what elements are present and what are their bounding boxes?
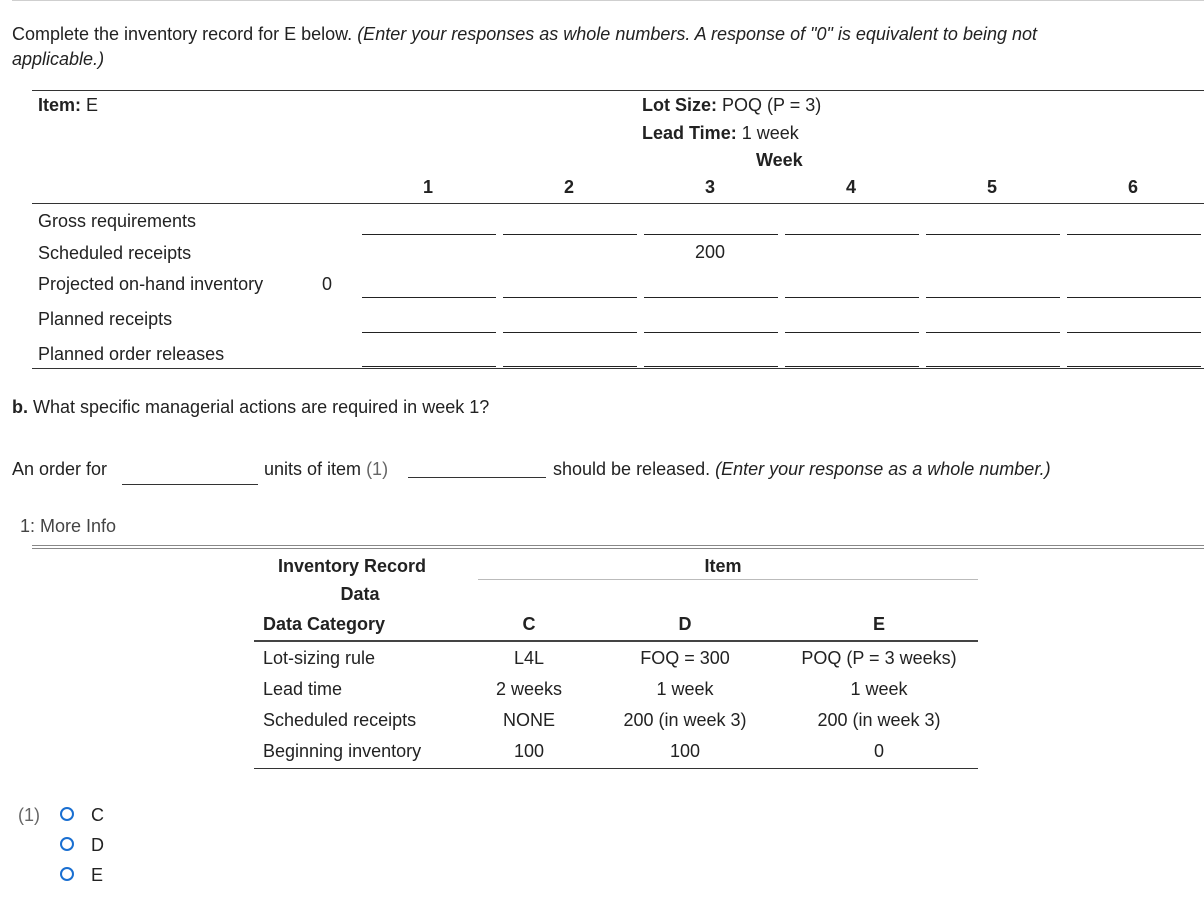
info-row-c: 100 (513, 741, 545, 761)
input-planned-receipts-w2[interactable] (503, 332, 637, 333)
week-rule (32, 203, 1204, 204)
info-row-d: 200 (in week 3) (623, 710, 747, 730)
info-row-c: L4L (513, 648, 545, 668)
input-projected-w2[interactable] (503, 297, 637, 298)
info-row-category: Lot-sizing rule (263, 648, 376, 668)
week-1: 1 (422, 177, 433, 197)
input-gross-w6[interactable] (1067, 234, 1201, 235)
option-label-d[interactable]: D (91, 835, 104, 855)
radio-option-c[interactable] (60, 807, 74, 821)
info-row-category: Beginning inventory (263, 741, 422, 761)
week-4: 4 (845, 177, 856, 197)
lot-size (642, 95, 821, 116)
input-planned-receipts-w6[interactable] (1067, 332, 1201, 333)
inv-record-header-1: Inventory Record (278, 556, 427, 576)
col-header-d: D (678, 614, 692, 634)
week-header: Week (756, 150, 803, 170)
row-label-projected: Projected on-hand inventory (38, 274, 264, 294)
radio-option-e[interactable] (60, 867, 74, 881)
info-header-rule (254, 640, 978, 642)
more-info-title: 1: More Info (20, 516, 117, 536)
row-label-planned-receipts: Planned receipts (38, 309, 173, 329)
info-row-c: 2 weeks (495, 679, 563, 699)
part-b-prefix: b. (12, 397, 28, 417)
input-planned-receipts-w5[interactable] (926, 332, 1060, 333)
row-label-planned-releases: Planned order releases (38, 344, 225, 364)
info-bottom-rule (254, 768, 978, 769)
lead-time (642, 123, 799, 144)
input-gross-w2[interactable] (503, 234, 637, 235)
part-b-question-text: What specific managerial actions are required in week 1? (28, 397, 490, 417)
inv-record-header-2: Data (340, 584, 380, 604)
info-row-c: NONE (502, 710, 555, 730)
part-b-sentence-mid (264, 459, 388, 480)
record-bottom-rule (32, 368, 1204, 369)
instruction-italic-2: applicable.) (12, 49, 105, 69)
week-3: 3 (704, 177, 715, 197)
top-divider (12, 0, 1204, 1)
col-header-c: C (522, 614, 536, 634)
item-header-rule (478, 579, 978, 580)
lead-time-value: 1 week (741, 123, 799, 143)
item-header (38, 95, 98, 116)
info-row-d: 1 week (656, 679, 714, 699)
input-gross-w1[interactable] (362, 234, 496, 235)
part-b-end-text: should be released. (553, 459, 711, 479)
input-planned-releases-w6[interactable] (1067, 366, 1201, 367)
part-b-italic: (Enter your response as a whole number.) (715, 459, 1051, 479)
choices-ref: (1) (18, 805, 40, 825)
info-row-e: POQ (P = 3 weeks) (801, 648, 957, 668)
part-b-sentence-end (553, 459, 1051, 480)
input-gross-w3[interactable] (644, 234, 778, 235)
part-b-sentence-start: An order for (12, 459, 108, 479)
info-row-e: 0 (873, 741, 884, 761)
part-b-mid-text: units of item (264, 459, 362, 479)
week-6: 6 (1127, 177, 1138, 197)
more-info-rule-1 (32, 545, 1204, 546)
part-b-question (12, 397, 489, 418)
info-row-d: FOQ = 300 (640, 648, 730, 668)
input-projected-w5[interactable] (926, 297, 1060, 298)
input-gross-w5[interactable] (926, 234, 1060, 235)
lot-size-value: POQ (P = 3) (722, 95, 822, 115)
item-value: E (86, 95, 99, 115)
input-planned-releases-w3[interactable] (644, 366, 778, 367)
more-info-rule-2 (32, 548, 1204, 549)
input-planned-receipts-w1[interactable] (362, 332, 496, 333)
record-top-rule (32, 90, 1204, 91)
row-label-scheduled: Scheduled receipts (38, 243, 192, 263)
input-gross-w4[interactable] (785, 234, 919, 235)
instruction-text (12, 24, 1037, 45)
input-planned-receipts-w3[interactable] (644, 332, 778, 333)
row-label-gross: Gross requirements (38, 211, 197, 231)
input-planned-releases-w4[interactable] (785, 366, 919, 367)
input-projected-w1[interactable] (362, 297, 496, 298)
order-quantity-input[interactable] (122, 484, 258, 485)
item-label: Item: (38, 95, 82, 115)
radio-option-d[interactable] (60, 837, 74, 851)
input-projected-w3[interactable] (644, 297, 778, 298)
projected-initial-value: 0 (322, 274, 333, 294)
option-label-c[interactable]: C (91, 805, 104, 825)
input-planned-releases-w5[interactable] (926, 366, 1060, 367)
instruction-italic-1: (Enter your responses as whole numbers. A response of "0" is equivalent to being not (357, 24, 1038, 44)
col-header-e: E (872, 614, 885, 634)
week-2: 2 (563, 177, 574, 197)
instruction-main: Complete the inventory record for E below. (12, 24, 358, 44)
info-row-e: 1 week (850, 679, 908, 699)
input-projected-w4[interactable] (785, 297, 919, 298)
input-planned-releases-w2[interactable] (503, 366, 637, 367)
scheduled-receipt-week-3: 200 (694, 242, 726, 262)
info-row-category: Lead time (263, 679, 343, 699)
option-label-e[interactable]: E (91, 865, 104, 885)
lot-size-label: Lot Size: (642, 95, 717, 115)
item-col-header: Item (704, 556, 742, 576)
item-select-dropdown[interactable] (408, 477, 546, 478)
data-category-header: Data Category (263, 614, 386, 634)
part-b-ref: (1) (366, 459, 389, 479)
input-projected-w6[interactable] (1067, 297, 1201, 298)
info-row-category: Scheduled receipts (263, 710, 417, 730)
lead-time-label: Lead Time: (642, 123, 737, 143)
input-planned-receipts-w4[interactable] (785, 332, 919, 333)
input-planned-releases-w1[interactable] (362, 366, 496, 367)
week-5: 5 (986, 177, 997, 197)
info-row-d: 100 (669, 741, 701, 761)
info-row-e: 200 (in week 3) (817, 710, 941, 730)
